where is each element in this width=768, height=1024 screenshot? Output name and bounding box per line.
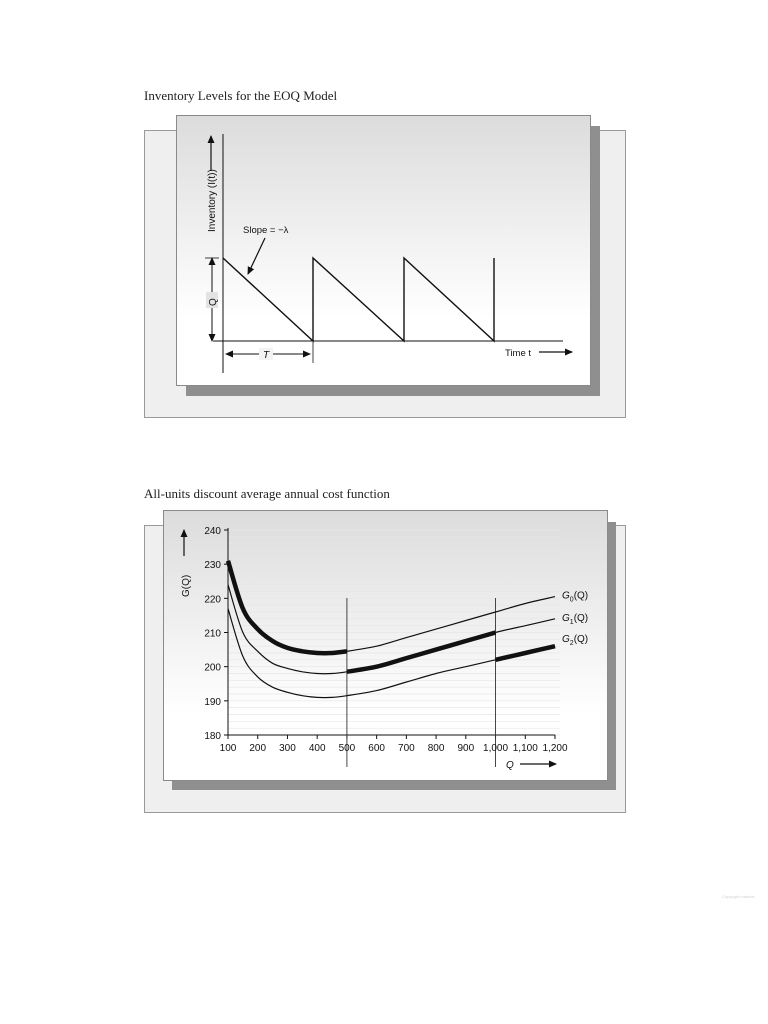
x-tick-label: 1,200	[542, 743, 568, 754]
series-label-arg: (Q)	[573, 634, 589, 646]
series-label-arg: (Q)	[573, 590, 589, 602]
series-label-subscript: 2	[569, 640, 574, 648]
series-effective-segment-1	[347, 633, 496, 672]
x-tick-label: 1,000	[483, 743, 509, 754]
series-label-0	[562, 591, 588, 604]
x-tick-label: 900	[457, 743, 475, 754]
x-tick-label: 800	[427, 743, 445, 754]
series-label-subscript: 1	[569, 618, 574, 626]
series-layer	[228, 561, 555, 698]
series-label-2	[562, 634, 588, 647]
t-label: T	[262, 350, 270, 361]
y-tick-label: 240	[204, 526, 221, 537]
y-tick-label: 220	[204, 594, 221, 606]
discount-cost-chart	[164, 511, 607, 780]
y-tick-label: 210	[204, 628, 221, 640]
copyright-note: Copyright material	[722, 894, 755, 899]
series-label-subscript: 0	[569, 596, 574, 604]
x-tick-label: 1,100	[512, 743, 538, 754]
series-label-base: G	[562, 612, 570, 624]
series-label-base: G	[562, 634, 570, 646]
y-tick-label: 190	[204, 696, 221, 708]
y-tick-label: 180	[204, 731, 221, 742]
figure2-title: All-units discount average annual cost function	[144, 486, 390, 501]
grid-layer	[228, 530, 560, 735]
series-label-base: G	[562, 590, 570, 602]
x-tick-label: 300	[279, 743, 296, 754]
series-label-1	[562, 613, 588, 626]
x-axis-label: Time t	[505, 348, 532, 359]
x-tick-label: 700	[398, 743, 415, 754]
label-layer	[204, 526, 588, 754]
y-tick-label: 230	[204, 560, 221, 572]
y-tick-label: 200	[204, 662, 221, 674]
eoq-inventory-chart	[177, 116, 590, 385]
x-axis-label: Q	[506, 760, 514, 771]
figure1-panel	[176, 115, 591, 386]
y-axis-label: G(Q)	[181, 574, 192, 597]
x-tick-label: 100	[219, 743, 237, 754]
figure2-panel	[163, 510, 608, 781]
q-label: Q	[208, 298, 219, 306]
figure1-title: Inventory Levels for the EOQ Model	[144, 88, 338, 103]
y-axis-label: Inventory (I(t))	[207, 169, 218, 232]
x-tick-label: 600	[368, 743, 385, 754]
series-label-arg: (Q)	[573, 612, 589, 624]
inventory-sawtooth-line	[223, 258, 494, 341]
x-tick-label: 400	[308, 743, 326, 754]
x-tick-label: 500	[338, 743, 356, 754]
x-tick-label: 200	[249, 743, 267, 754]
slope-annotation: Slope = −λ	[243, 225, 289, 236]
slope-annotation-arrow	[248, 238, 265, 274]
